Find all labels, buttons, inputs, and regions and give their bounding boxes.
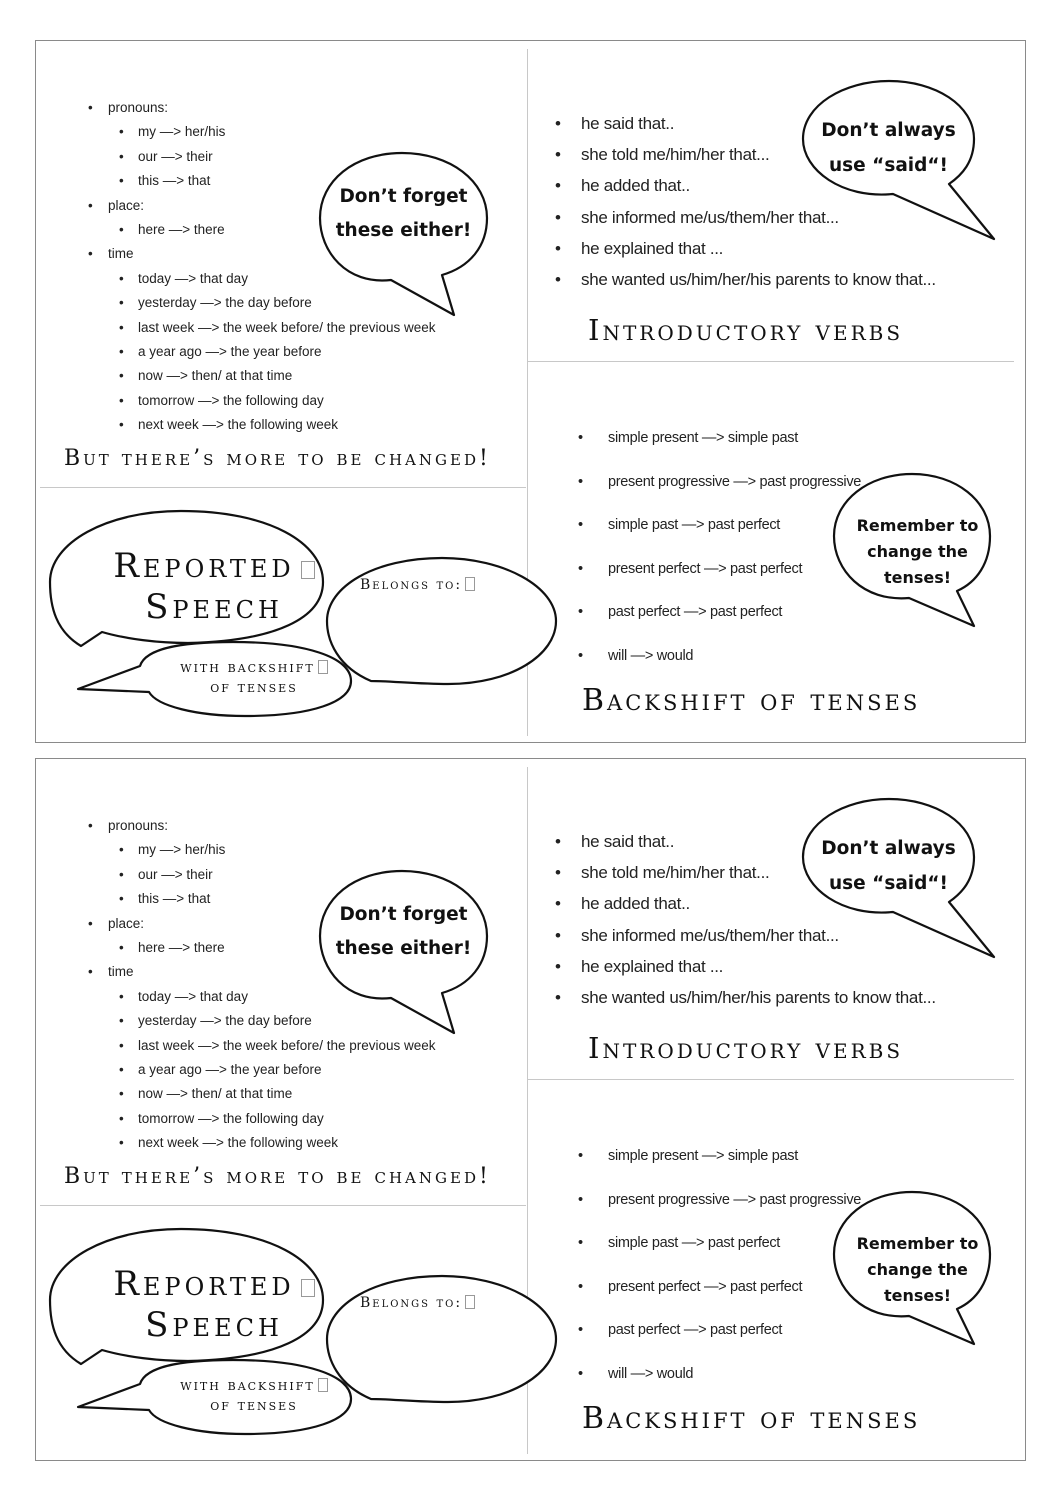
tense-item: • past perfect —> past perfect [608,591,861,635]
cover-title-word: Speech [145,1305,283,1345]
forget-bubble-line: Don’t forget [339,904,468,925]
cover-subtitle-text: of tenses [210,1396,298,1414]
tense-item: • present perfect —> past perfect [608,548,861,592]
verb-item: • she wanted us/him/her/his parents to know that... [581,982,936,1013]
cover-title-line [94,587,334,628]
change-subitem: • last week —> the week before/ the previous week [138,316,436,340]
belongs-to-text: Belongs to: [360,577,463,593]
change-category: • pronouns: [108,96,436,120]
cover-subtitle-line [164,1375,344,1395]
cover-title-line [94,1305,334,1346]
always-bubble-line: use “said“! [828,155,948,176]
tense-item: • simple present —> simple past [608,417,861,461]
change-subitem: • now —> then/ at that time [138,364,436,388]
change-subitem: • now —> then/ at that time [138,1082,436,1106]
change-subitem: • tomorrow —> the following day [138,1107,436,1131]
change-category: • pronouns: [108,814,436,838]
verb-item: • she told me/him/her that... [581,139,936,170]
tense-item: • present progressive —> past progressive [608,1179,861,1223]
cover-subtitle-text: with backshift [180,1376,315,1394]
tense-item: • simple present —> simple past [608,1135,861,1179]
more-changes-heading: But there’s more to be changed! [64,1164,491,1189]
change-subitem: • today —> that day [138,985,436,1009]
remember-bubble-line: Remember to [856,516,979,535]
verb-item: • he added that.. [581,170,936,201]
always-bubble-text [811,113,966,183]
cover-title-word: Reported [113,546,295,586]
change-subitem: • yesterday —> the day before [138,291,436,315]
change-subitem: • last week —> the week before/ the previous week [138,1034,436,1058]
cover-title-word: Reported [113,1264,295,1304]
verb-item: • he explained that ... [581,233,936,264]
more-changes-heading: But there’s more to be changed! [64,446,491,471]
verb-item: • he said that.. [581,826,936,857]
change-subitem: • tomorrow —> the following day [138,389,436,413]
change-category: • place: [108,912,436,936]
changes-list [108,814,436,1156]
change-subitem: • my —> her/his [138,838,436,862]
forget-bubble-text [331,180,476,248]
changes-list [108,96,436,438]
tense-item: • past perfect —> past perfect [608,1309,861,1353]
verb-item: • he added that.. [581,888,936,919]
backshift-heading: Backshift of tenses [582,683,921,718]
missing-glyph-icon [301,1279,315,1297]
forget-bubble-line: these either! [335,220,472,241]
belongs-to-label [360,1295,475,1311]
backshift-list [608,1135,861,1397]
always-bubble-line: use “said“! [828,873,948,894]
tense-item: • present perfect —> past perfect [608,1266,861,1310]
change-subitem: • here —> there [138,218,436,242]
verb-item: • she informed me/us/them/her that... [581,920,936,951]
backshift-heading: Backshift of tenses [582,1401,921,1436]
always-bubble-text [811,831,966,901]
remember-bubble-line: change the [867,1260,968,1279]
tense-item: • present progressive —> past progressive [608,461,861,505]
verb-item: • she wanted us/him/her/his parents to know that... [581,264,936,295]
change-subitem: • our —> their [138,145,436,169]
verb-item: • he explained that ... [581,951,936,982]
cover-title [94,546,334,628]
change-subitem: • this —> that [138,887,436,911]
tense-item: • will —> would [608,1353,861,1397]
cover-subtitle [164,657,344,697]
tense-item: • will —> would [608,635,861,679]
change-subitem: • here —> there [138,936,436,960]
change-subitem: • next week —> the following week [138,1131,436,1155]
change-subitem: • today —> that day [138,267,436,291]
cover-subtitle-line [164,657,344,677]
missing-glyph-icon [318,1378,328,1392]
cover-subtitle-line [164,1395,344,1415]
missing-glyph-icon [301,561,315,579]
missing-glyph-icon [318,660,328,674]
introductory-verbs-heading: Introductory verbs [588,313,904,347]
cover-title [94,1264,334,1346]
forget-bubble-line: Don’t forget [339,186,468,207]
verb-item: • he said that.. [581,108,936,139]
remember-bubble-text [845,513,990,591]
cover-subtitle-text: with backshift [180,658,315,676]
change-category: • place: [108,194,436,218]
forget-bubble-text [331,898,476,966]
worksheet-top [35,40,1026,743]
belongs-to-label [360,577,475,593]
cover-subtitle-text: of tenses [210,678,298,696]
change-subitem: • next week —> the following week [138,413,436,437]
change-subitem: • a year ago —> the year before [138,1058,436,1082]
introductory-verbs-heading: Introductory verbs [588,1031,904,1065]
change-subitem: • my —> her/his [138,120,436,144]
cover-title-line [94,1264,334,1305]
always-bubble-line: Don’t always [821,838,956,859]
missing-glyph-icon [465,577,475,591]
remember-bubble-line: Remember to [856,1234,979,1253]
belongs-to-text: Belongs to: [360,1295,463,1311]
change-subitem: • yesterday —> the day before [138,1009,436,1033]
remember-bubble-line: tenses! [883,1286,952,1305]
backshift-list [608,417,861,679]
verb-item: • she told me/him/her that... [581,857,936,888]
remember-bubble-line: change the [867,542,968,561]
always-bubble-line: Don’t always [821,120,956,141]
change-subitem: • our —> their [138,863,436,887]
worksheet-bottom [35,758,1026,1461]
change-subitem: • this —> that [138,169,436,193]
change-subitem: • a year ago —> the year before [138,340,436,364]
cover-subtitle-line [164,677,344,697]
cover-title-word: Speech [145,587,283,627]
forget-bubble-line: these either! [335,938,472,959]
change-category: • time [108,242,436,266]
verb-item: • she informed me/us/them/her that... [581,202,936,233]
missing-glyph-icon [465,1295,475,1309]
cover-title-line [94,546,334,587]
cover-subtitle [164,1375,344,1415]
remember-bubble-line: tenses! [883,568,952,587]
remember-bubble-text [845,1231,990,1309]
tense-item: • simple past —> past perfect [608,1222,861,1266]
tense-item: • simple past —> past perfect [608,504,861,548]
change-category: • time [108,960,436,984]
